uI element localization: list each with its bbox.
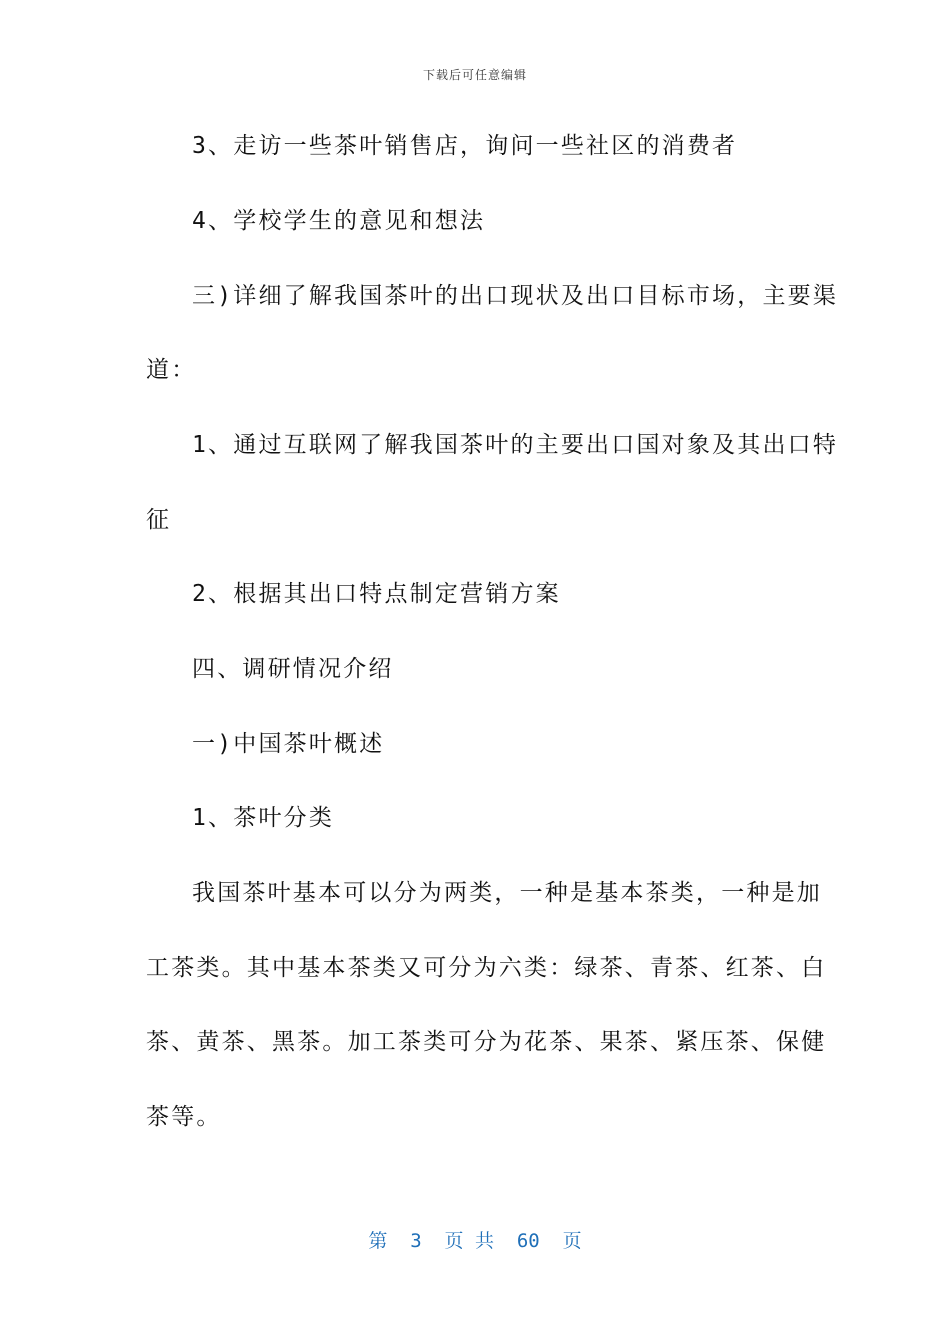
- header-note: 下载后可任意编辑: [422, 68, 527, 82]
- text-line: 2、根据其出口特点制定营销方案: [192, 581, 561, 607]
- text-line: 工茶类。其中基本茶类又可分为六类：绿茶、青茶、红茶、白: [146, 955, 827, 981]
- text-line: 4、学校学生的意见和想法: [192, 208, 486, 234]
- subsection-heading: 一)中国茶叶概述: [192, 731, 385, 757]
- section-heading: 四、调研情况介绍: [192, 656, 394, 682]
- text-line: 茶、黄茶、黑茶。加工茶类可分为花茶、果茶、紧压茶、保健: [146, 1029, 827, 1055]
- text-line: 茶等。: [146, 1104, 222, 1130]
- page-number-footer: 第 3 页 共 60 页: [368, 1230, 582, 1252]
- text-line: 1、通过互联网了解我国茶叶的主要出口国对象及其出口特: [192, 432, 839, 458]
- subsection-heading: 1、茶叶分类: [192, 805, 335, 831]
- text-line: 3、走访一些茶叶销售店，询问一些社区的消费者: [192, 133, 738, 159]
- text-line: 我国茶叶基本可以分为两类，一种是基本茶类，一种是加: [192, 880, 822, 906]
- text-line: 道：: [146, 357, 197, 383]
- text-line: 征: [146, 507, 172, 533]
- text-line: 三)详细了解我国茶叶的出口现状及出口目标市场，主要渠: [192, 283, 839, 309]
